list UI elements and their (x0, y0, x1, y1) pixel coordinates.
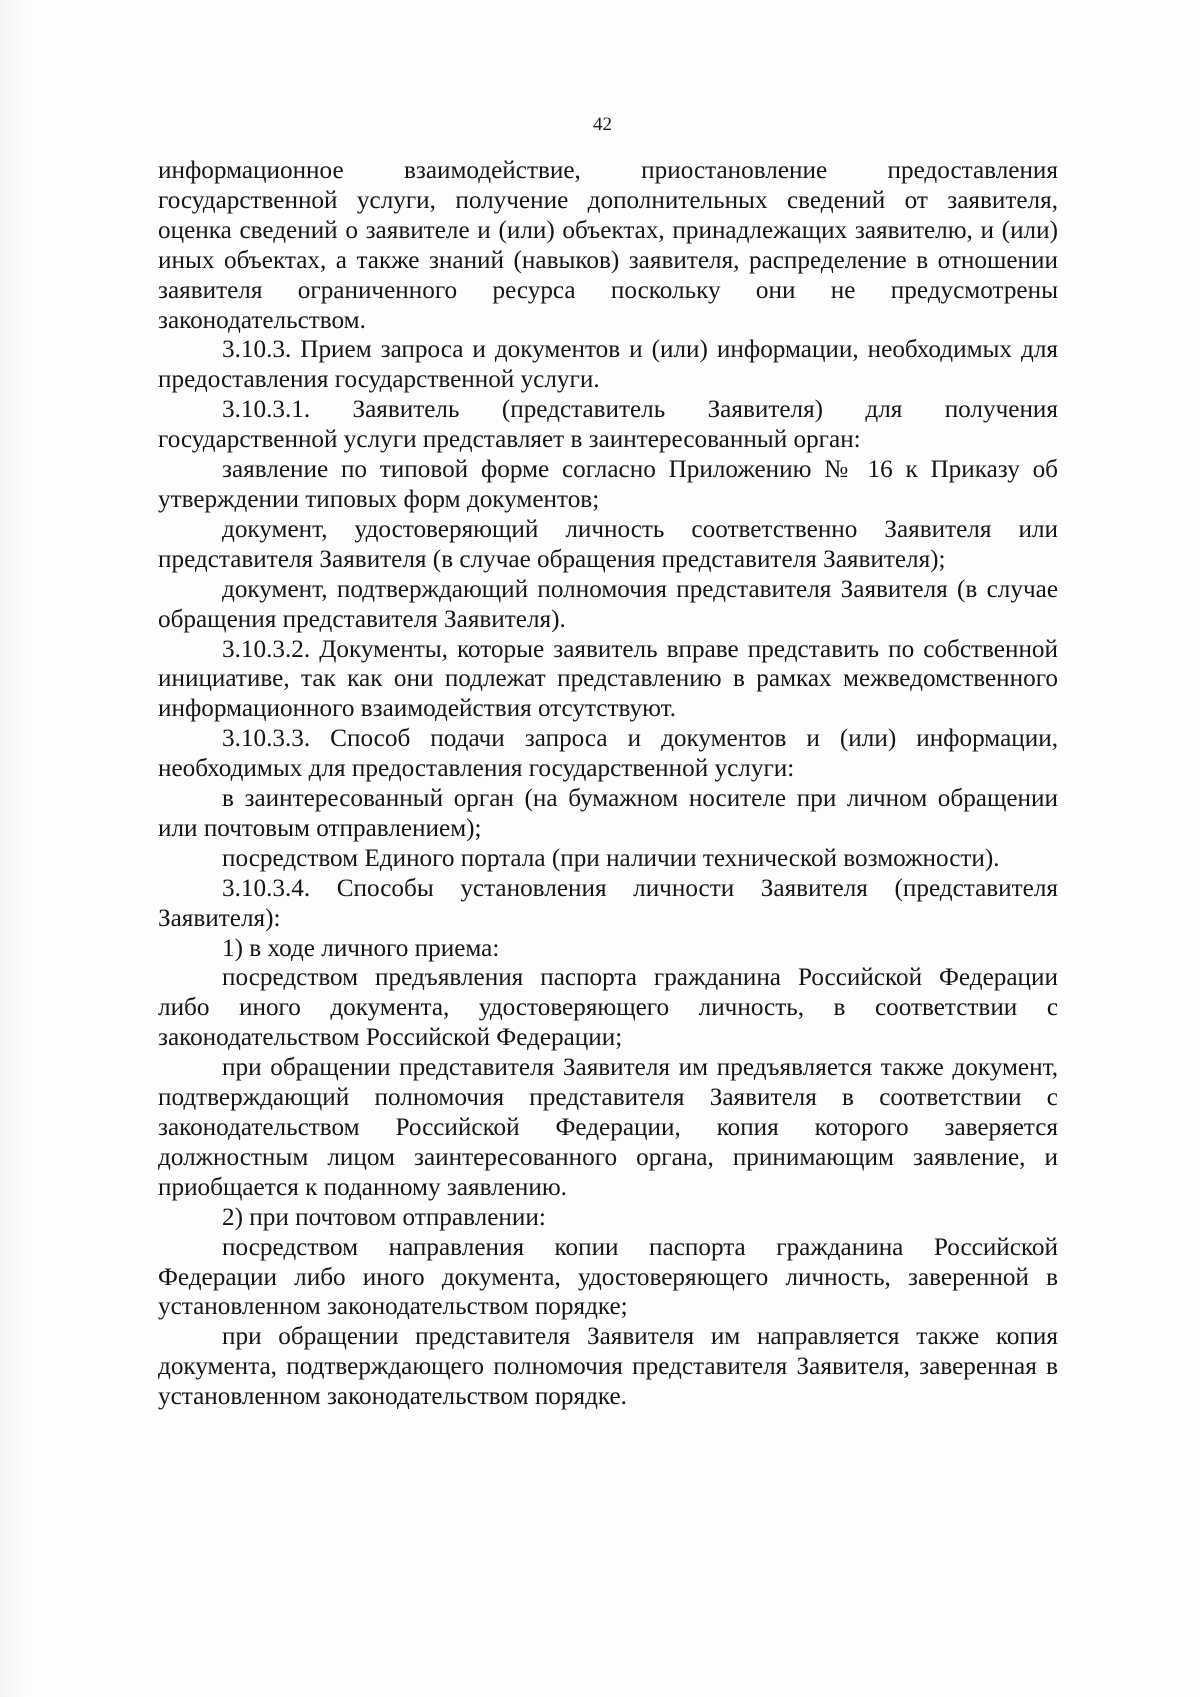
paragraph: 3.10.3.4. Способы установления личности Заявителя (представителя Заявителя): (158, 874, 1058, 932)
paragraph: информационное взаимодействие, приостановление предоставления государственной услуги, получение дополнительных сведений от заявителя, оценка сведений о заявителе и (или) объектах, принадлежащих заявителю, и (или) иных объектах, а также знаний (навыков) заявителя, распределение в отношении заявителя ограниченного ресурса поскольку они не предусмотрены законодательством. (158, 157, 1058, 334)
paragraph: посредством предъявления паспорта гражданина Российской Федерации либо иного документа, удостоверяющего личность, в соответствии с законодательством Российской Федерации; (158, 964, 1058, 1052)
paragraph: 1) в ходе личного приема: (222, 934, 500, 962)
scan-edge-shadow (0, 0, 28, 1697)
paragraph: заявление по типовой форме согласно Приложению № 16 к Приказу об утверждении типовых форм документов; (158, 456, 1058, 513)
paragraph: документ, удостоверяющий личность соответственно Заявителя или представителя Заявителя (в случае обращения представителя Заявителя); (158, 515, 1058, 573)
paragraph: 3.10.3. Прием запроса и документов и (или) информации, необходимых для предоставления государственной услуги. (158, 336, 1058, 394)
paragraph: при обращении представителя Заявителя им направляется также копия документа, подтверждающего полномочия представителя Заявителя, заверенная в установленном законодательством порядке. (158, 1323, 1058, 1411)
document-body (158, 156, 1058, 1412)
paragraph: в заинтересованный орган (на бумажном носителе при личном обращении или почтовым отправлением); (158, 785, 1058, 842)
paragraph: 3.10.3.2. Документы, которые заявитель вправе представить по собственной инициативе, так как они подлежат представлению в рамках межведомственного информационного взаимодействия отсутствуют. (158, 635, 1058, 723)
paragraph: посредством направления копии паспорта гражданина Российской Федерации либо иного документа, удостоверяющего личность, заверенной в установленном законодательством порядке; (158, 1233, 1058, 1321)
paragraph: 2) при почтовом отправлении: (222, 1203, 546, 1231)
paragraph: 3.10.3.3. Способ подачи запроса и документов и (или) информации, необходимых для предоставления государственной услуги: (158, 725, 1058, 783)
paragraph: посредством Единого портала (при наличии технической возможности). (222, 844, 1000, 872)
paragraph: при обращении представителя Заявителя им предъявляется также документ, подтверждающий полномочия представителя Заявителя в соответствии с законодательством Российской Федерации, копия которого заверяется должностным лицом заинтересованного органа, принимающим заявление, и приобщается к поданному заявлению. (158, 1054, 1058, 1201)
paragraph: документ, подтверждающий полномочия представителя Заявителя (в случае обращения представителя Заявителя). (158, 575, 1058, 633)
page-number: 42 (593, 114, 612, 135)
paragraph: 3.10.3.1. Заявитель (представитель Заявителя) для получения государственной услуги представляет в заинтересованный орган: (158, 396, 1058, 454)
